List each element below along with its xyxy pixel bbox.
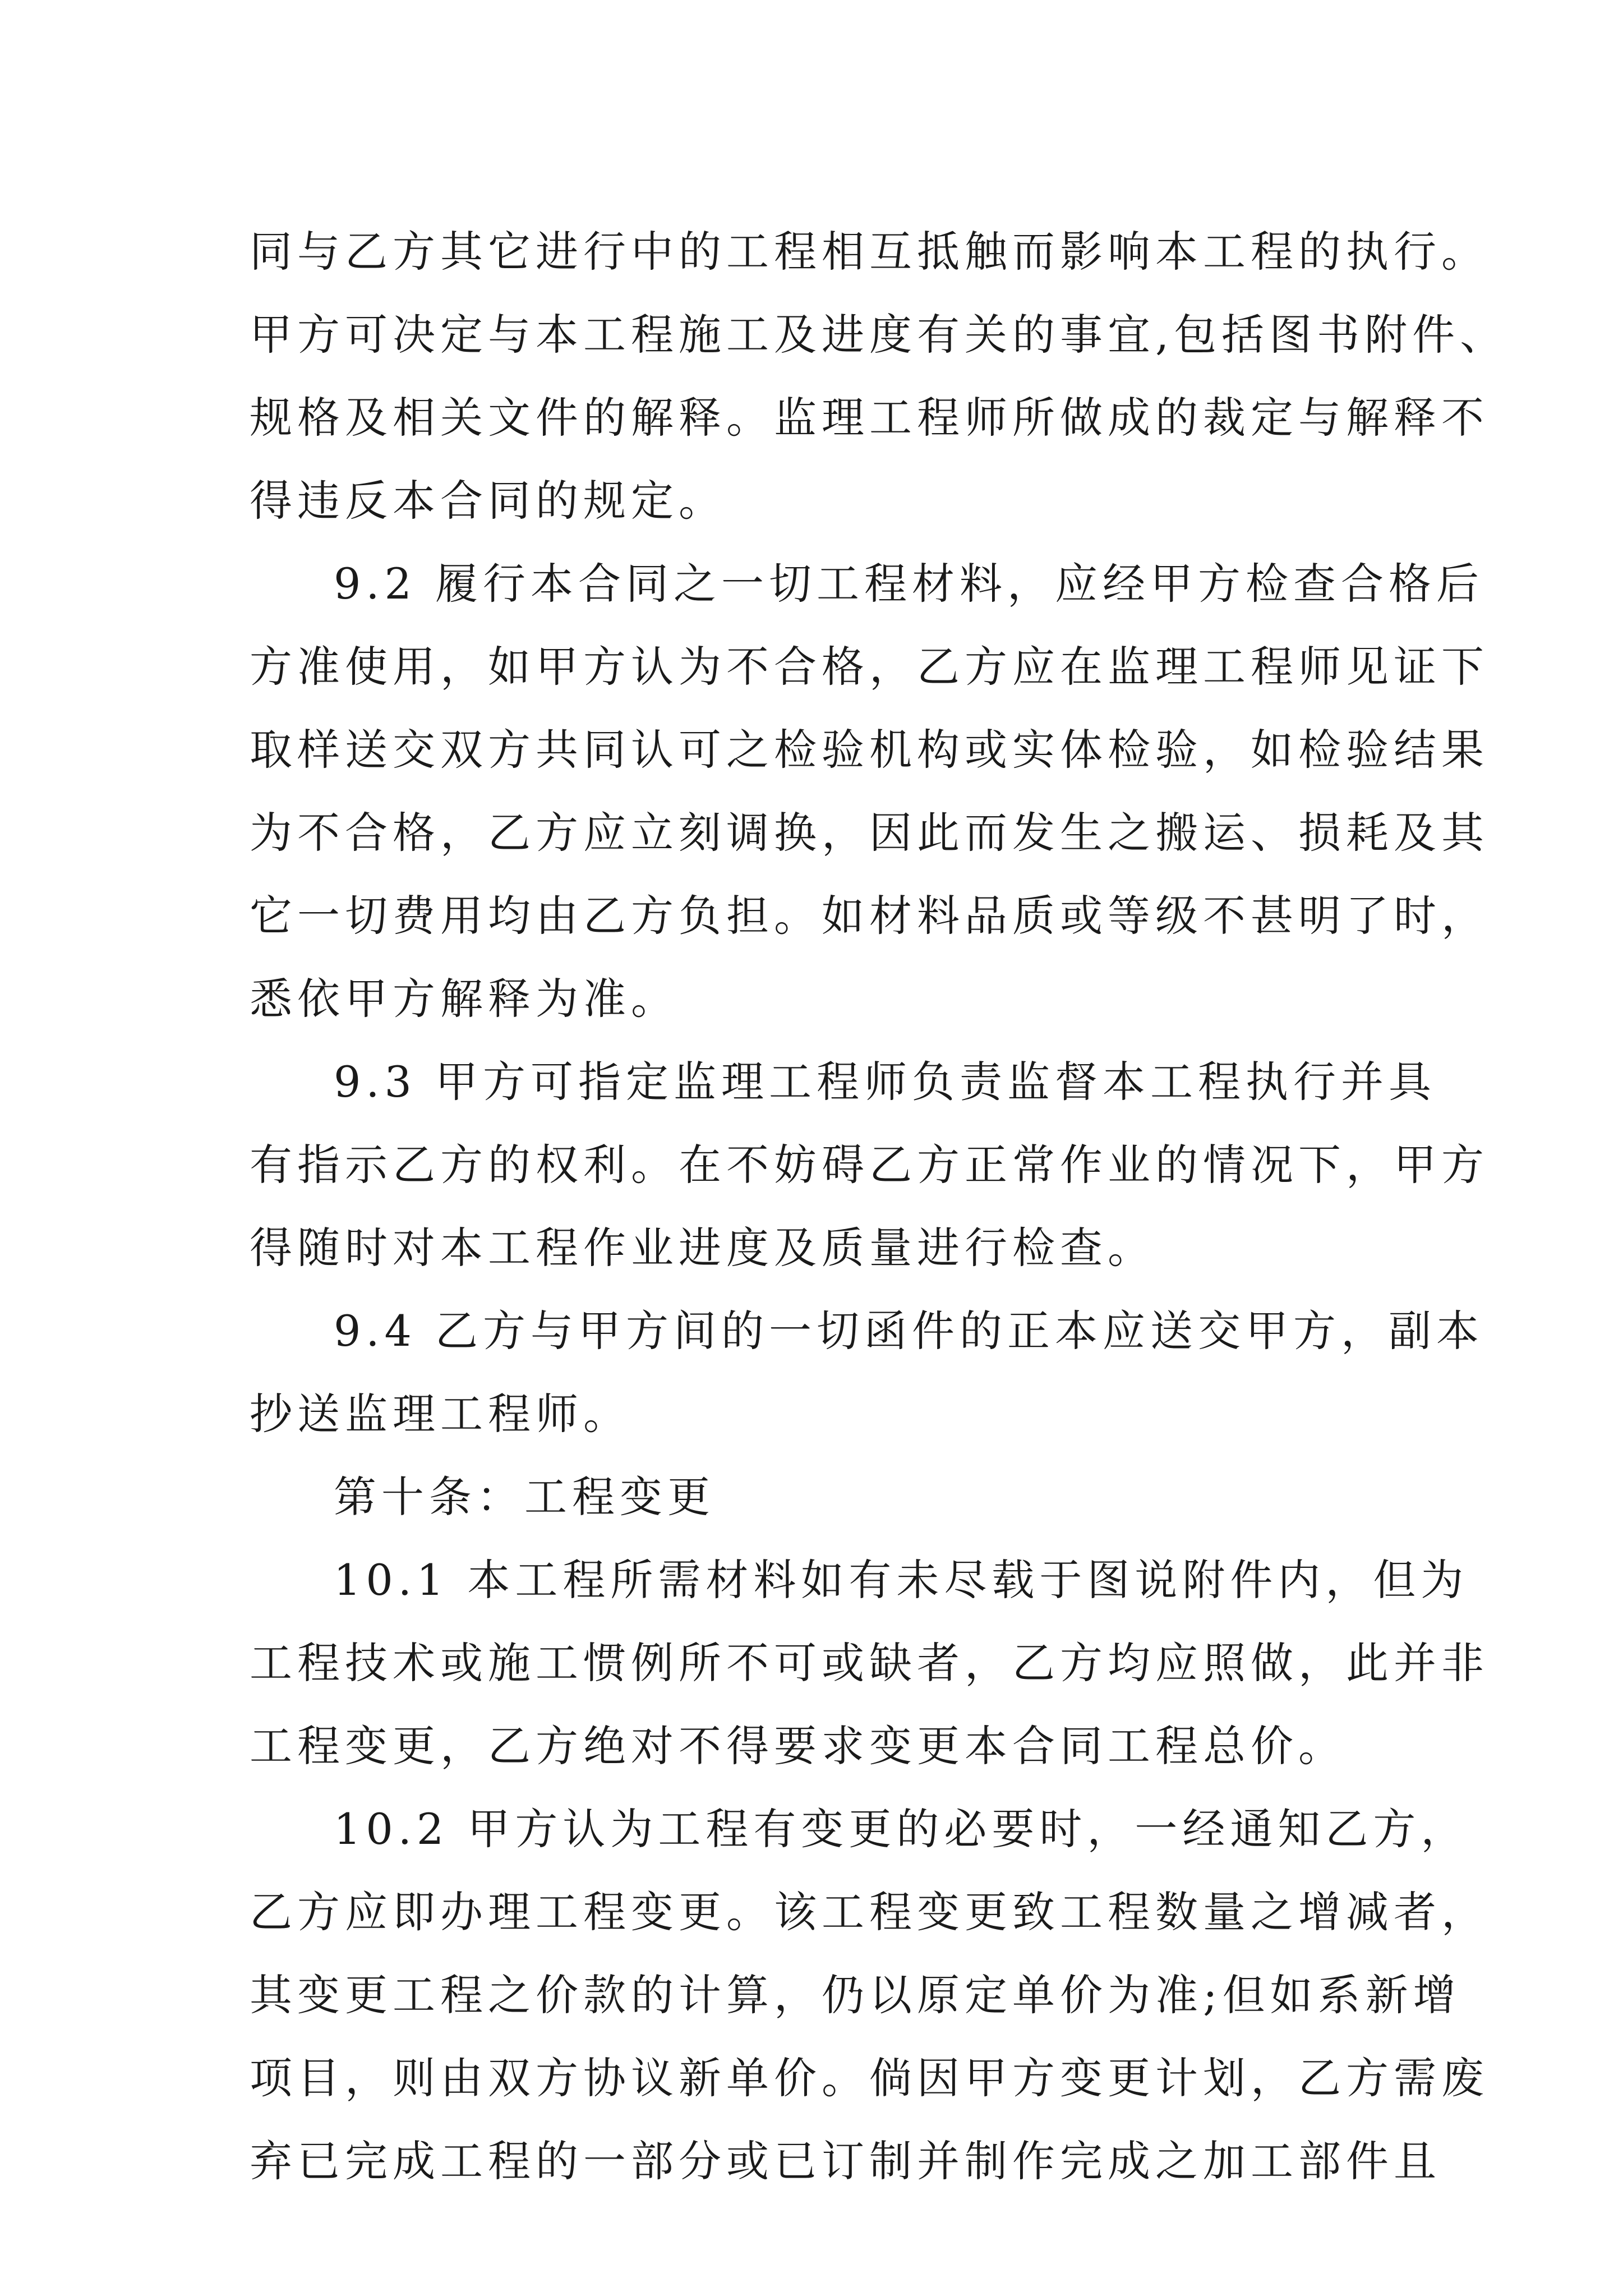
text-line: 工程技术或施工惯例所不可或缺者，乙方均应照做，此并非 (250, 1638, 1489, 1688)
clause-9-3-line: 9.3 甲方可指定监理工程师负责监督本工程执行并具 (334, 1057, 1437, 1107)
text-line: 乙方应即办理工程变更。该工程变更致工程数量之增减者， (250, 1887, 1489, 1937)
text-line: 工程变更，乙方绝对不得要求变更本合同工程总价。 (250, 1721, 1346, 1771)
text-line: 同与乙方其它进行中的工程相互抵触而影响本工程的执行。 (250, 227, 1489, 277)
text-line: 得违反本合同的规定。 (250, 476, 726, 526)
text-line: 为不合格，乙方应立刻调换，因此而发生之搬运、损耗及其 (250, 808, 1489, 858)
text-line: 悉依甲方解释为准。 (250, 974, 679, 1024)
text-line: 它一切费用均由乙方负担。如材料品质或等级不甚明了时， (250, 891, 1489, 941)
text-line: 规格及相关文件的解释。监理工程师所做成的裁定与解释不 (250, 393, 1489, 443)
text-line: 方准使用，如甲方认为不合格，乙方应在监理工程师见证下 (250, 642, 1489, 692)
text-line: 甲方可决定与本工程施工及进度有关的事宜,包括图书附件、 (250, 310, 1508, 360)
clause-9-4-line: 9.4 乙方与甲方间的一切函件的正本应送交甲方，副本 (334, 1306, 1484, 1356)
clause-9-2-line: 9.2 履行本合同之一切工程材料，应经甲方检查合格后 (334, 559, 1484, 609)
text-line: 抄送监理工程师。 (250, 1389, 631, 1439)
article-10-heading: 第十条：工程变更 (334, 1472, 715, 1522)
text-line: 有指示乙方的权利。在不妨碍乙方正常作业的情况下，甲方 (250, 1140, 1489, 1190)
document-body (250, 210, 1508, 2203)
clause-10-1-line: 10.1 本工程所需材料如有未尽载于图说附件内，但为 (334, 1555, 1469, 1605)
text-line: 其变更工程之价款的计算，仍以原定单价为准;但如系新增 (250, 1970, 1461, 2020)
text-line: 弃已完成工程的一部分或已订制并制作完成之加工部件且 (250, 2136, 1441, 2186)
text-line: 项目，则由双方协议新单价。倘因甲方变更计划，乙方需废 (250, 2053, 1489, 2103)
text-line: 取样送交双方共同认可之检验机构或实体检验，如检验结果 (250, 725, 1489, 775)
clause-10-2-line: 10.2 甲方认为工程有变更的必要时，一经通知乙方， (334, 1804, 1469, 1854)
text-line: 得随时对本工程作业进度及质量进行检查。 (250, 1223, 1155, 1273)
